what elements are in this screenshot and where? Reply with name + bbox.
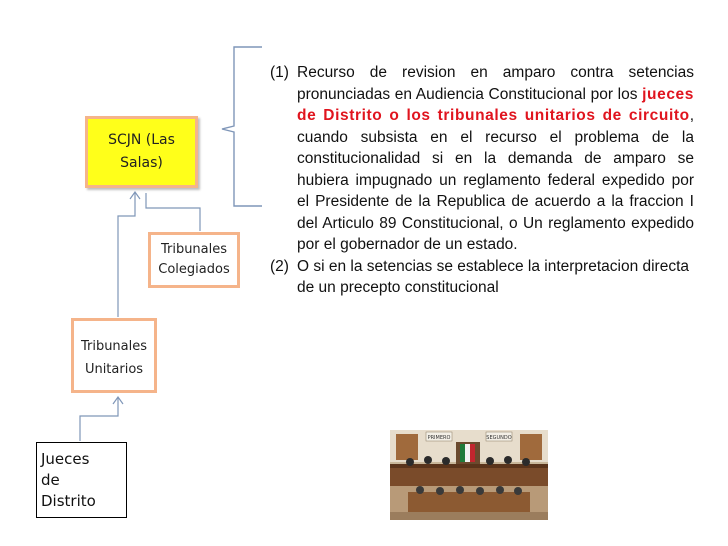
node-scjn-line1: SCJN (Las (108, 132, 175, 148)
connector-unitarios-scjn (118, 193, 135, 317)
plaque-right: SEGUNDO (486, 435, 512, 441)
item-1-text-part1: Recurso de revision en amparo contra setencias pronunciadas en Audiencia Constitucional por los (297, 64, 694, 103)
list-item-2 (270, 256, 694, 299)
item-1-number: (1) (270, 64, 289, 81)
node-scjn-line2: Salas) (120, 155, 163, 171)
node-unitarios-line2: Unitarios (84, 362, 144, 377)
item-2-body: O si en la setencias se establece la interpretacion directa de un precepto constitucional (297, 257, 690, 296)
connector-jueces-unitarios (80, 398, 118, 441)
node-scjn (85, 116, 198, 188)
explanation-text (270, 62, 694, 299)
node-tribunales-unitarios (71, 318, 157, 393)
courtroom-photo (390, 430, 548, 520)
node-jueces-line2: de (41, 471, 60, 489)
connector-colegiados-scjn (146, 193, 200, 231)
item-1-body (297, 62, 694, 256)
list-item-1 (270, 62, 694, 256)
plaque-left: PRIMERO (427, 435, 451, 441)
node-tribunales-colegiados (148, 232, 240, 288)
node-jueces-line3: Distrito (41, 492, 96, 510)
item-1-highlight: jueces de Distrito o los tribunales unitarios de circuito (297, 85, 694, 124)
item-2-number: (2) (270, 257, 289, 275)
node-jueces-line1: Jueces (41, 450, 90, 468)
courtroom-illustration (390, 430, 548, 520)
node-colegiados-line2: Colegiados (158, 262, 230, 277)
node-jueces-de-distrito (36, 442, 127, 518)
node-unitarios-line1: Tribunales (80, 339, 148, 354)
item-1-text-part2: , cuando subsista en el recurso el problema de la constitucionalidad si en la demanda de amparo se hubiera impugnado un reglamento federal expedido por el Presidente de la Republica de acuerdo a la fraccion I del Articulo 89 Constitucional, o Un reglamento expedido por el gobernador de un estado. (297, 107, 694, 253)
node-colegiados-line1: Tribunales (160, 242, 228, 257)
brace-icon (222, 47, 262, 206)
